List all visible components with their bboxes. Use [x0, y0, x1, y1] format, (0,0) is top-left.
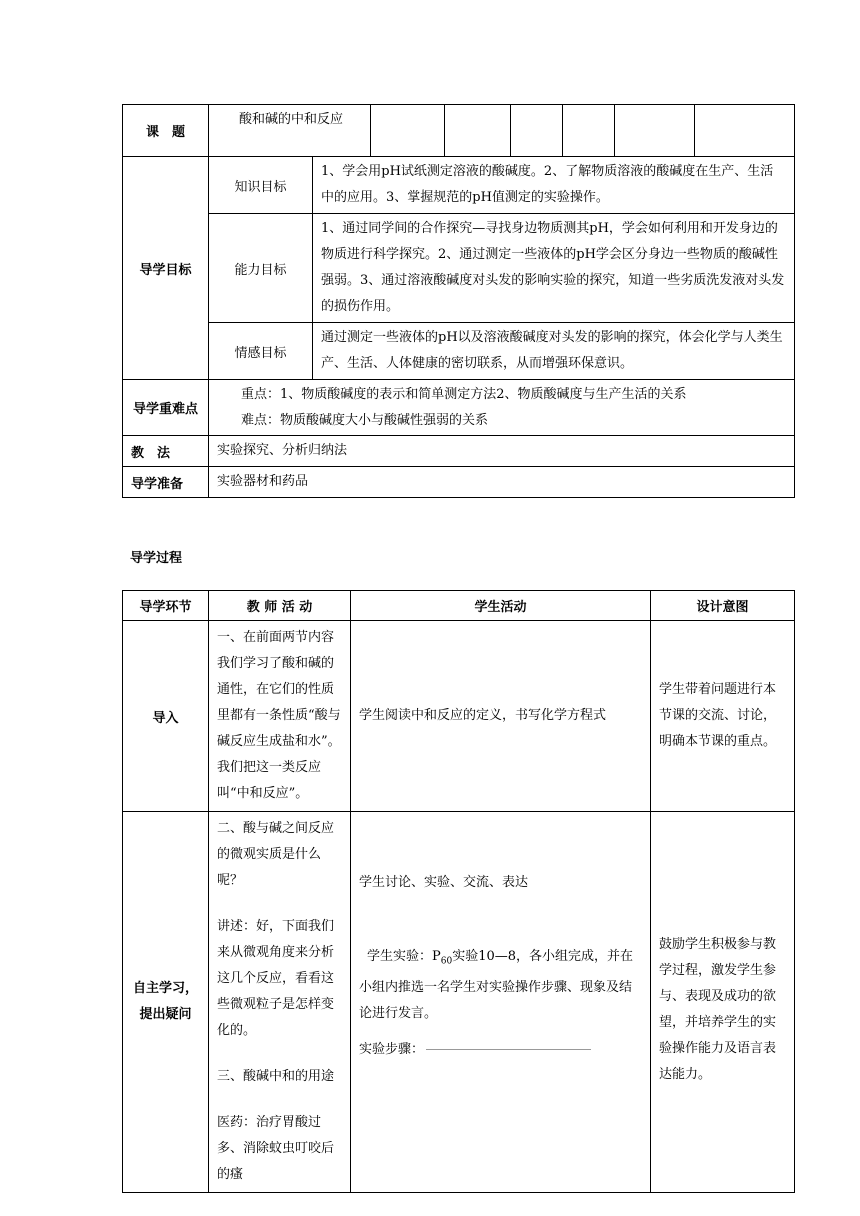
method-label: 教 法 [123, 436, 209, 467]
header-stage: 导学环节 [123, 591, 209, 621]
method-value: 实验探究、分析归纳法 [209, 436, 795, 467]
prep-label: 导学准备 [123, 467, 209, 498]
student-activity-intro: 学生阅读中和反应的定义，书写化学方程式 [351, 621, 651, 812]
lesson-info-table [122, 104, 795, 498]
ability-text: 1、通过同学间的合作探究—寻找身边物质测其pH，学会如何利用和开发身边的物质进行科学探究。2、通过测定一些液体的pH学会区分身边一些物质的酸碱性强弱。3、通过溶液酸碱度对头发的影响实验的探究，知道一些劣质洗发液对头发的损伤作用。 [313, 214, 795, 323]
knowledge-text: 1、学会用pH试纸测定溶液的酸碱度。2、了解物质溶液的酸碱度在生产、生活中的应用。3、掌握规范的pH值测定的实验操作。 [313, 157, 795, 214]
ability-label: 能力目标 [209, 214, 313, 323]
stage-line-2: 提出疑问 [139, 1007, 192, 1022]
keypoint-main: 重点：1、物质酸碱度的表示和简单测定方法2、物质酸碱度与生产生活的关系 [241, 386, 687, 402]
teacher-activity-intro: 一、在前面两节内容我们学习了酸和碱的通性，在它们的性质里都有一条性质“酸与碱反应生成盐和水”。我们把这一类反应叫“中和反应”。 [209, 621, 351, 812]
process-table [122, 590, 795, 1193]
stage-line-1: 自主学习， [132, 981, 198, 996]
stage-self-study [123, 812, 209, 1193]
stage-intro: 导入 [123, 621, 209, 812]
course-label: 课 题 [123, 105, 209, 157]
teacher-medical-use: 医药：治疗胃酸过多、消除蚊虫叮咬后的瘙 [217, 1115, 335, 1182]
emotion-text: 通过测定一些液体的pH以及溶液酸碱度对头发的影响的探究，体会化学与人类生产、生活、人体健康的密切联系，从而增强环保意识。 [313, 323, 795, 380]
student-discussion: 学生讨论、实验、交流、表达 [359, 875, 529, 890]
keypoint-difficult: 难点：物质酸碱度大小与酸碱性强弱的关系 [241, 412, 489, 428]
header-teacher: 教 师 活 动 [209, 591, 351, 621]
emotion-label: 情感目标 [209, 323, 313, 380]
header-intent: 设计意图 [651, 591, 795, 621]
empty-cell [615, 105, 695, 157]
empty-cell [371, 105, 445, 157]
teacher-uses-heading: 三、酸碱中和的用途 [217, 1069, 335, 1084]
student-experiment: 学生实验：$P_{60}$实验10—8，各小组完成，并在小组内推选一名学生对实验操作步骤、现象及结论进行发言。 [359, 949, 634, 1021]
empty-cell [511, 105, 563, 157]
experiment-steps: 实验步骤： [359, 1037, 642, 1063]
process-heading: 导学过程 [130, 551, 183, 566]
knowledge-label: 知识目标 [209, 157, 313, 214]
blank-line [426, 1049, 591, 1050]
empty-cell [445, 105, 511, 157]
keypoints-label: 导学重难点 [123, 380, 209, 436]
teacher-question: 二、酸与碱之间反应的微观实质是什么呢？ [217, 821, 335, 888]
design-intent-self-study: 鼓励学生积极参与教学过程，激发学生参与、表现及成功的欲望，并培养学生的实验操作能力及语言表达能力。 [651, 812, 795, 1193]
empty-cell [563, 105, 615, 157]
course-value: 酸和碱的中和反应 [209, 105, 371, 157]
objectives-label: 导学目标 [123, 157, 209, 380]
teacher-explanation: 讲述：好，下面我们来从微观角度来分析这几个反应，看看这些微观粒子是怎样变化的。 [217, 919, 335, 1038]
teacher-activity-self-study [209, 812, 351, 1193]
header-student: 学生活动 [351, 591, 651, 621]
design-intent-intro: 学生带着问题进行本节课的交流、讨论，明确本节课的重点。 [651, 621, 795, 812]
student-activity-self-study [351, 812, 651, 1193]
empty-cell [695, 105, 795, 157]
prep-value: 实验器材和药品 [209, 467, 795, 498]
